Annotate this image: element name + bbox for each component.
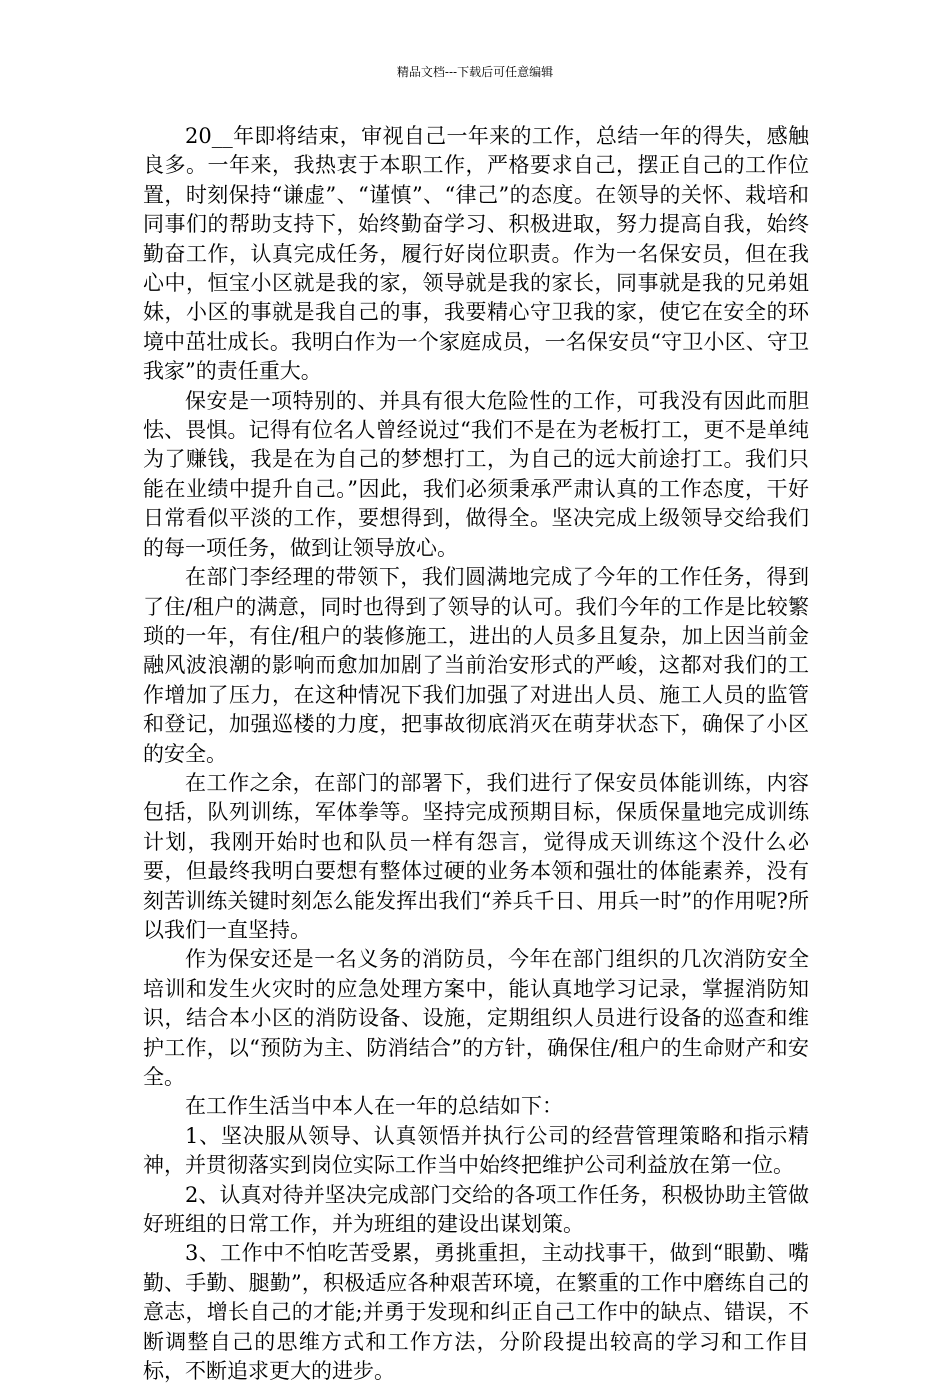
paragraph: 作为保安还是一名义务的消防员，今年在部门组织的几次消防安全培训和发生火灾时的应急处理方案中，能认真地学习记录，掌握消防知识，结合本小区的消防设备、设施，定期组织人员进行设备的巡查和维护工作，以“预防为主、防消结合”的方针，确保住/租户的生命财产和安全。 [143, 947, 809, 1089]
page-header: 精品文档---下载后可任意编辑 [396, 65, 554, 79]
paragraph: 在部门李经理的带领下，我们圆满地完成了今年的工作任务，得到了住/租户的满意，同时也得到了领导的认可。我们今年的工作是比较繁琐的一年，有住/租户的装修施工，进出的人员多且复杂，加上因当前金融风波浪潮的影响而愈加加剧了当前治安形式的严峻，这都对我们的工作增加了压力，在这种情况下我们加强了对进出人员、施工人员的监管和登记，加强巡楼的力度，把事故彻底消灭在萌芽状态下，确保了小区的安全。 [143, 565, 809, 766]
paragraph: 保安是一项特别的、并具有很大危险性的工作，可我没有因此而胆怯、畏惧。记得有位名人曾经说过“我们不是在为老板打工，更不是单纯为了赚钱，我是在为自己的梦想打工，为自己的远大前途打工。我们只能在业绩中提升自己。”因此，我们必须秉承严肃认真的工作态度，干好日常看似平淡的工作，要想得到，做得全。坚决完成上级领导交给我们的每一项任务，做到让领导放心。 [143, 388, 809, 560]
document-body [143, 122, 809, 1386]
list-item: 2、认真对待并坚决完成部门交给的各项工作任务，积极协助主管做好班组的日常工作，并为班组的建设出谋划策。 [143, 1182, 809, 1237]
list-item: 3、工作中不怕吃苦受累，勇挑重担，主动找事干，做到“眼勤、嘴勤、手勤、腿勤”，积极适应各种艰苦环境，在繁重的工作中磨练自己的意志，增长自己的才能;并勇于发现和纠正自己工作中的缺点、错误，不断调整自己的思维方式和工作方法，分阶段提出较高的学习和工作目标，不断追求更大的进步。 [143, 1241, 809, 1384]
list-item: 1、坚决服从领导、认真领悟并执行公司的经营管理策略和指示精神，并贯彻落实到岗位实际工作当中始终把维护公司利益放在第一位。 [143, 1123, 809, 1178]
paragraph: 20__年即将结束，审视自己一年来的工作，总结一年的得失，感触良多。一年来，我热衷于本职工作，严格要求自己，摆正自己的工作位置，时刻保持“谦虚”、“谨慎”、“律己”的态度。在领导的关怀、栽培和同事们的帮助支持下，始终勤奋学习、积极进取，努力提高自我，始终勤奋工作，认真完成任务，履行好岗位职责。作为一名保安员，但在我心中，恒宝小区就是我的家，领导就是我的家长，同事就是我的兄弟姐妹，小区的事就是我自己的事，我要精心守卫我的家，使它在安全的环境中茁壮成长。我明白作为一个家庭成员，一名保安员“守卫小区、守卫我家”的责任重大。 [143, 124, 809, 384]
paragraph: 在工作之余，在部门的部署下，我们进行了保安员体能训练，内容包括，队列训练，军体拳等。坚持完成预期目标，保质保量地完成训练计划，我刚开始时也和队员一样有怨言，觉得成天训练这个没什么必要，但最终我明白要想有整体过硬的业务本领和强壮的体能素养，没有刻苦训练关键时刻怎么能发挥出我们“养兵千日、用兵一时”的作用呢?所以我们一直坚持。 [143, 770, 809, 942]
summary-intro: 在工作生活当中本人在一年的总结如下： [185, 1094, 563, 1119]
